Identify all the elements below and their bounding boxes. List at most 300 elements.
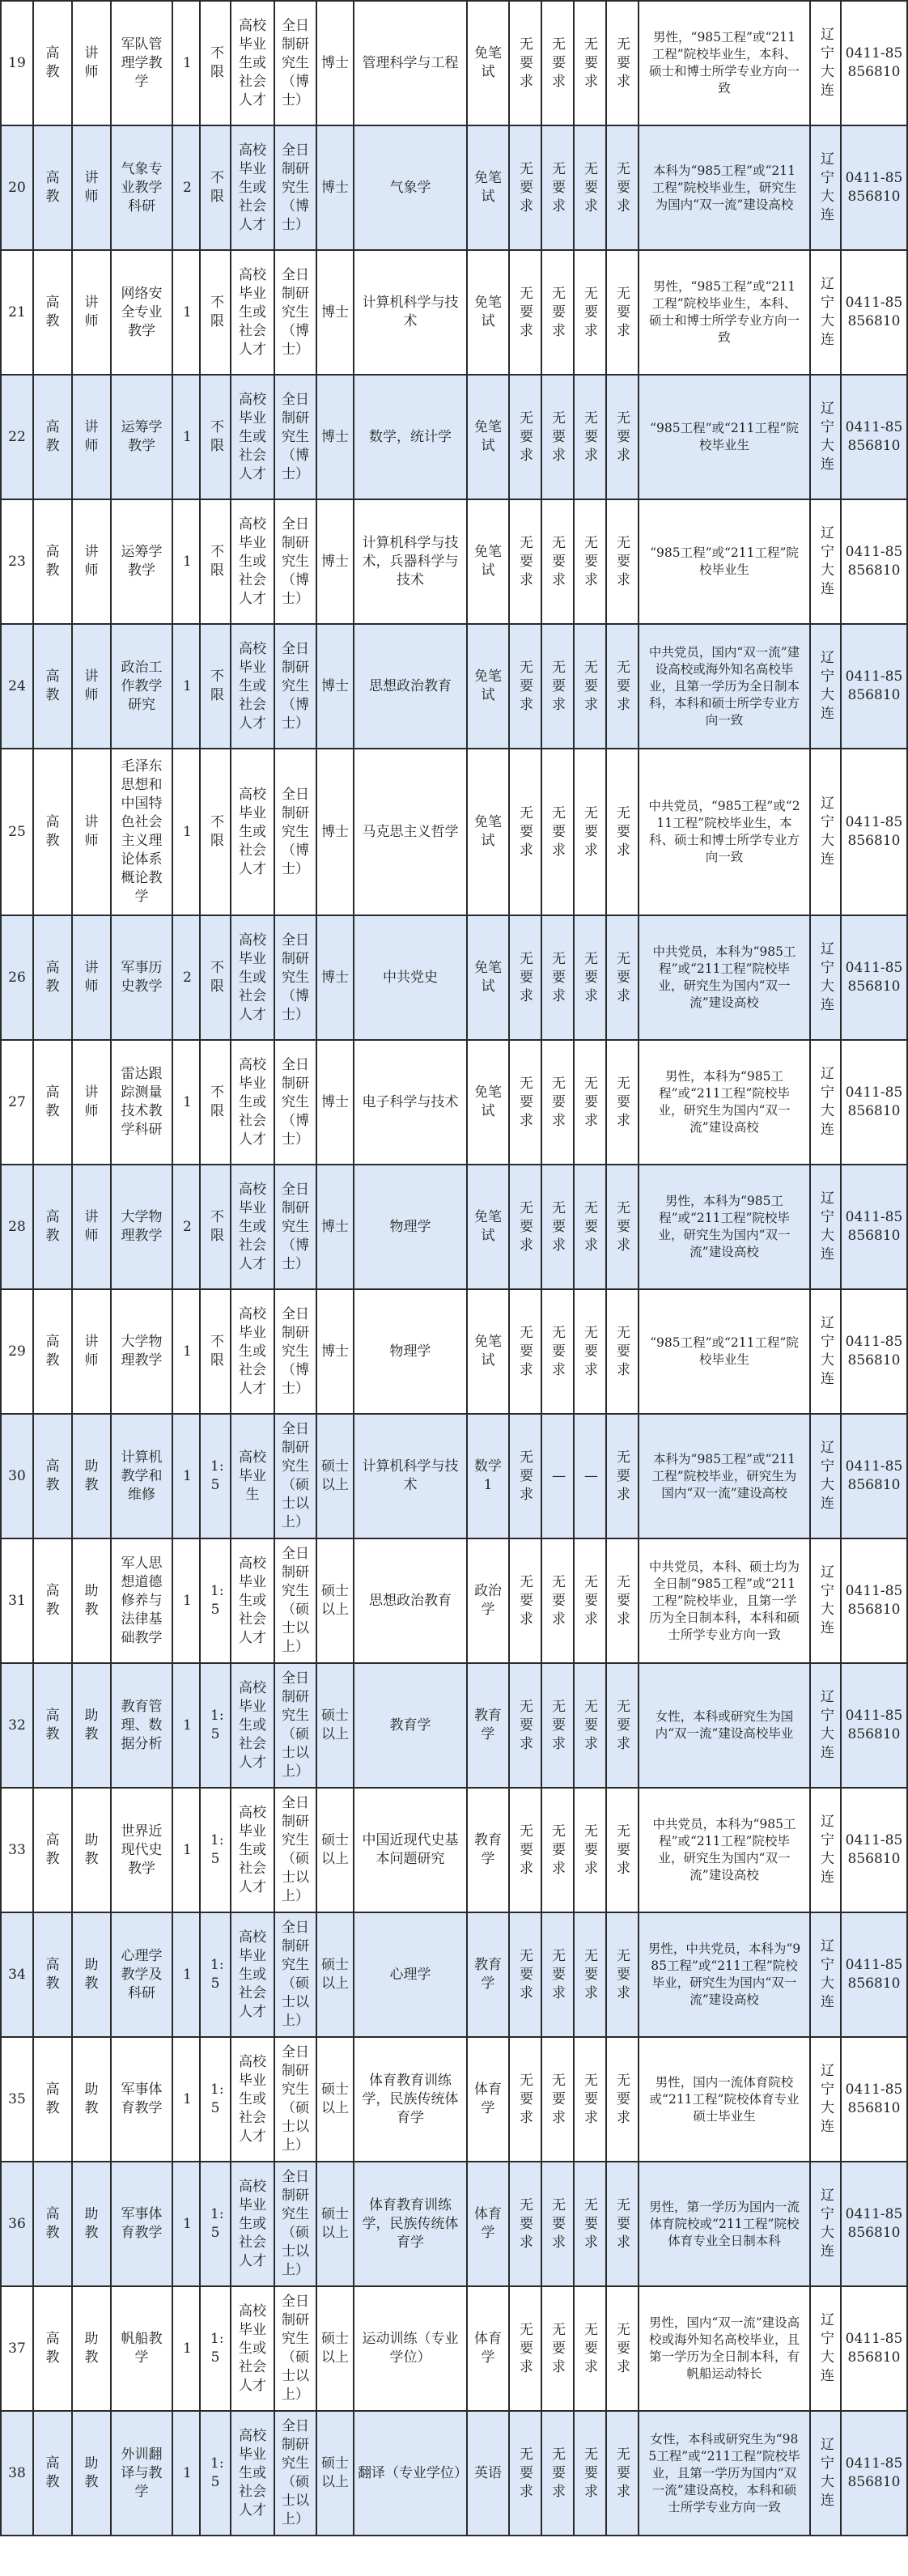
requirement-cell-2: 无要求 [541, 1165, 574, 1289]
education-cell: 全日制研究生（博士） [274, 624, 316, 749]
table-row [1, 375, 907, 499]
position-cell: 世界近现代史教学 [111, 1788, 172, 1912]
applicant-source-cell: 高校毕业生或社会人才 [231, 1165, 274, 1289]
exam-subject-cell: 体育学 [467, 2286, 509, 2411]
requirement-cell-1: 无要求 [509, 1165, 541, 1289]
requirement-cell-1: 无要求 [509, 1663, 541, 1788]
row-number: 31 [1, 1538, 33, 1663]
degree-cell: 博士 [316, 1040, 354, 1165]
requirement-cell-2: 无要求 [541, 250, 574, 375]
education-cell: 全日制研究生（硕士以上） [274, 1663, 316, 1788]
requirement-cell-2: 无要求 [541, 1538, 574, 1663]
requirement-cell-3: 无要求 [574, 1289, 606, 1414]
contact-phone-cell: 0411-85856810 [841, 1788, 907, 1912]
table-row [1, 1538, 907, 1663]
requirement-cell-1: 无要求 [509, 1040, 541, 1165]
requirement-cell-2: 无要求 [541, 1663, 574, 1788]
degree-cell: 博士 [316, 1289, 354, 1414]
unit-cell: 高教 [33, 1414, 72, 1538]
other-requirements-cell: 男性，“985工程”或“211工程”院校毕业生，本科、硕士和博士所学专业方向一致 [639, 1, 810, 125]
exam-ratio-cell: 不限 [200, 375, 231, 499]
row-number: 35 [1, 2037, 33, 2162]
major-cell: 计算机科学与技术 [354, 1414, 467, 1538]
exam-ratio-cell: 不限 [200, 1, 231, 125]
contact-phone-cell: 0411-85856810 [841, 1538, 907, 1663]
education-cell: 全日制研究生（硕士以上） [274, 1788, 316, 1912]
requirement-cell-3: 无要求 [574, 624, 606, 749]
applicant-source-cell: 高校毕业生或社会人才 [231, 1289, 274, 1414]
position-cell: 心理学教学及科研 [111, 1912, 172, 2037]
location-cell: 辽宁大连 [810, 2411, 841, 2536]
unit-cell: 高教 [33, 499, 72, 624]
unit-cell: 高教 [33, 375, 72, 499]
degree-cell: 硕士以上 [316, 2411, 354, 2536]
row-number: 38 [1, 2411, 33, 2536]
education-cell: 全日制研究生（博士） [274, 1165, 316, 1289]
requirement-cell-2: 无要求 [541, 375, 574, 499]
requirement-cell-3: 无要求 [574, 250, 606, 375]
position-cell: 军队管理学教学 [111, 1, 172, 125]
requirement-cell-2: 无要求 [541, 499, 574, 624]
position-cell: 计算机教学和维修 [111, 1414, 172, 1538]
requirement-cell-1: 无要求 [509, 749, 541, 915]
exam-ratio-cell: 1:5 [200, 1788, 231, 1912]
requirement-cell-4: 无要求 [606, 1414, 639, 1538]
education-cell: 全日制研究生（博士） [274, 1040, 316, 1165]
contact-phone-cell: 0411-85856810 [841, 1289, 907, 1414]
requirement-cell-1: 无要求 [509, 2411, 541, 2536]
location-cell: 辽宁大连 [810, 375, 841, 499]
applicant-source-cell: 高校毕业生或社会人才 [231, 1538, 274, 1663]
major-cell: 数学，统计学 [354, 375, 467, 499]
degree-cell: 硕士以上 [316, 1663, 354, 1788]
major-cell: 翻译（专业学位） [354, 2411, 467, 2536]
exam-ratio-cell: 1:5 [200, 1538, 231, 1663]
unit-cell: 高教 [33, 2037, 72, 2162]
education-cell: 全日制研究生（硕士以上） [274, 2411, 316, 2536]
degree-cell: 硕士以上 [316, 1912, 354, 2037]
applicant-source-cell: 高校毕业生或社会人才 [231, 915, 274, 1040]
location-cell: 辽宁大连 [810, 624, 841, 749]
position-cell: 军事体育教学 [111, 2162, 172, 2286]
position-cell: 气象专业教学科研 [111, 125, 172, 250]
unit-cell: 高教 [33, 1289, 72, 1414]
job-title-cell: 讲师 [72, 375, 111, 499]
requirement-cell-2: — [541, 1414, 574, 1538]
position-cell: 军事体育教学 [111, 2037, 172, 2162]
exam-subject-cell: 免笔试 [467, 375, 509, 499]
location-cell: 辽宁大连 [810, 1788, 841, 1912]
requirement-cell-2: 无要求 [541, 1788, 574, 1912]
applicant-source-cell: 高校毕业生 [231, 1414, 274, 1538]
position-cell: 军事历史教学 [111, 915, 172, 1040]
requirement-cell-2: 无要求 [541, 1040, 574, 1165]
requirement-cell-1: 无要求 [509, 915, 541, 1040]
contact-phone-cell: 0411-85856810 [841, 1165, 907, 1289]
major-cell: 马克思主义哲学 [354, 749, 467, 915]
requirement-cell-3: 无要求 [574, 125, 606, 250]
requirement-cell-4: 无要求 [606, 749, 639, 915]
requirement-cell-3: 无要求 [574, 915, 606, 1040]
major-cell: 中共党史 [354, 915, 467, 1040]
requirement-cell-1: 无要求 [509, 1289, 541, 1414]
location-cell: 辽宁大连 [810, 499, 841, 624]
exam-ratio-cell: 不限 [200, 499, 231, 624]
table-row [1, 1165, 907, 1289]
row-number: 19 [1, 1, 33, 125]
table-row [1, 2037, 907, 2162]
applicant-source-cell: 高校毕业生或社会人才 [231, 749, 274, 915]
job-title-cell: 讲师 [72, 915, 111, 1040]
job-title-cell: 助教 [72, 2286, 111, 2411]
job-title-cell: 助教 [72, 2037, 111, 2162]
location-cell: 辽宁大连 [810, 2162, 841, 2286]
position-cell: 帆船教学 [111, 2286, 172, 2411]
other-requirements-cell: 男性，本科为“985工程”或“211工程”院校毕业，研究生为国内“双一流”建设高校 [639, 1165, 810, 1289]
requirement-cell-2: 无要求 [541, 624, 574, 749]
headcount-cell: 1 [172, 375, 200, 499]
applicant-source-cell: 高校毕业生或社会人才 [231, 125, 274, 250]
requirement-cell-4: 无要求 [606, 1165, 639, 1289]
headcount-cell: 1 [172, 1538, 200, 1663]
applicant-source-cell: 高校毕业生或社会人才 [231, 2037, 274, 2162]
contact-phone-cell: 0411-85856810 [841, 125, 907, 250]
exam-subject-cell: 英语 [467, 2411, 509, 2536]
requirement-cell-2: 无要求 [541, 1289, 574, 1414]
headcount-cell: 2 [172, 125, 200, 250]
headcount-cell: 1 [172, 2037, 200, 2162]
applicant-source-cell: 高校毕业生或社会人才 [231, 2162, 274, 2286]
other-requirements-cell: 本科为“985工程”或“211工程”院校毕业，研究生为国内“双一流”建设高校 [639, 1414, 810, 1538]
contact-phone-cell: 0411-85856810 [841, 375, 907, 499]
requirement-cell-4: 无要求 [606, 1, 639, 125]
education-cell: 全日制研究生（硕士以上） [274, 2162, 316, 2286]
job-title-cell: 助教 [72, 2162, 111, 2286]
other-requirements-cell: 女性，本科或研究生为国内“双一流”建设高校毕业 [639, 1663, 810, 1788]
exam-ratio-cell: 1:5 [200, 1663, 231, 1788]
applicant-source-cell: 高校毕业生或社会人才 [231, 2286, 274, 2411]
table-row [1, 250, 907, 375]
degree-cell: 硕士以上 [316, 2286, 354, 2411]
row-number: 24 [1, 624, 33, 749]
degree-cell: 硕士以上 [316, 2037, 354, 2162]
requirement-cell-1: 无要求 [509, 375, 541, 499]
major-cell: 中国近现代史基本问题研究 [354, 1788, 467, 1912]
education-cell: 全日制研究生（博士） [274, 125, 316, 250]
requirement-cell-1: 无要求 [509, 1912, 541, 2037]
exam-ratio-cell: 1:5 [200, 2286, 231, 2411]
unit-cell: 高教 [33, 1788, 72, 1912]
degree-cell: 博士 [316, 250, 354, 375]
location-cell: 辽宁大连 [810, 1040, 841, 1165]
major-cell: 物理学 [354, 1165, 467, 1289]
requirement-cell-4: 无要求 [606, 250, 639, 375]
unit-cell: 高教 [33, 1912, 72, 2037]
table-row [1, 1912, 907, 2037]
unit-cell: 高教 [33, 749, 72, 915]
table-row [1, 2286, 907, 2411]
row-number: 27 [1, 1040, 33, 1165]
applicant-source-cell: 高校毕业生或社会人才 [231, 499, 274, 624]
other-requirements-cell: 男性，国内“双一流”建设高校或海外知名高校毕业，且第一学历为全日制本科，有帆船运动特长 [639, 2286, 810, 2411]
exam-subject-cell: 数学1 [467, 1414, 509, 1538]
degree-cell: 硕士以上 [316, 2162, 354, 2286]
job-title-cell: 助教 [72, 1788, 111, 1912]
headcount-cell: 1 [172, 499, 200, 624]
position-cell: 运筹学教学 [111, 499, 172, 624]
row-number: 34 [1, 1912, 33, 2037]
headcount-cell: 1 [172, 1040, 200, 1165]
table-row [1, 1414, 907, 1538]
other-requirements-cell: “985工程”或“211工程”院校毕业生 [639, 375, 810, 499]
requirement-cell-4: 无要求 [606, 2286, 639, 2411]
degree-cell: 博士 [316, 125, 354, 250]
contact-phone-cell: 0411-85856810 [841, 915, 907, 1040]
exam-subject-cell: 免笔试 [467, 749, 509, 915]
requirement-cell-4: 无要求 [606, 499, 639, 624]
table-row [1, 915, 907, 1040]
education-cell: 全日制研究生（博士） [274, 1, 316, 125]
position-cell: 毛泽东思想和中国特色社会主义理论体系概论教学 [111, 749, 172, 915]
requirement-cell-2: 无要求 [541, 915, 574, 1040]
exam-ratio-cell: 1:5 [200, 1912, 231, 2037]
degree-cell: 博士 [316, 1165, 354, 1289]
degree-cell: 博士 [316, 915, 354, 1040]
table-row [1, 1663, 907, 1788]
exam-subject-cell: 免笔试 [467, 250, 509, 375]
row-number: 28 [1, 1165, 33, 1289]
requirement-cell-4: 无要求 [606, 2162, 639, 2286]
education-cell: 全日制研究生（博士） [274, 499, 316, 624]
row-number: 37 [1, 2286, 33, 2411]
exam-ratio-cell: 1:5 [200, 1414, 231, 1538]
education-cell: 全日制研究生（硕士以上） [274, 1538, 316, 1663]
other-requirements-cell: “985工程”或“211工程”院校毕业生 [639, 1289, 810, 1414]
job-title-cell: 讲师 [72, 624, 111, 749]
unit-cell: 高教 [33, 1663, 72, 1788]
exam-subject-cell: 免笔试 [467, 1289, 509, 1414]
unit-cell: 高教 [33, 1040, 72, 1165]
unit-cell: 高教 [33, 2286, 72, 2411]
contact-phone-cell: 0411-85856810 [841, 2162, 907, 2286]
requirement-cell-4: 无要求 [606, 125, 639, 250]
education-cell: 全日制研究生（博士） [274, 1289, 316, 1414]
job-title-cell: 讲师 [72, 125, 111, 250]
row-number: 21 [1, 250, 33, 375]
table-row [1, 1040, 907, 1165]
location-cell: 辽宁大连 [810, 2286, 841, 2411]
location-cell: 辽宁大连 [810, 1, 841, 125]
unit-cell: 高教 [33, 1165, 72, 1289]
row-number: 30 [1, 1414, 33, 1538]
degree-cell: 硕士以上 [316, 1538, 354, 1663]
requirement-cell-3: 无要求 [574, 375, 606, 499]
requirement-cell-3: 无要求 [574, 499, 606, 624]
location-cell: 辽宁大连 [810, 1165, 841, 1289]
applicant-source-cell: 高校毕业生或社会人才 [231, 624, 274, 749]
exam-subject-cell: 免笔试 [467, 915, 509, 1040]
headcount-cell: 1 [172, 1289, 200, 1414]
requirement-cell-4: 无要求 [606, 1912, 639, 2037]
headcount-cell: 1 [172, 2162, 200, 2286]
job-title-cell: 助教 [72, 2411, 111, 2536]
headcount-cell: 1 [172, 749, 200, 915]
major-cell: 计算机科学与技术，兵器科学与技术 [354, 499, 467, 624]
position-cell: 运筹学教学 [111, 375, 172, 499]
requirement-cell-3: 无要求 [574, 2162, 606, 2286]
table-row [1, 1788, 907, 1912]
education-cell: 全日制研究生（博士） [274, 915, 316, 1040]
table-row [1, 125, 907, 250]
contact-phone-cell: 0411-85856810 [841, 2411, 907, 2536]
requirement-cell-1: 无要求 [509, 2037, 541, 2162]
requirement-cell-1: 无要求 [509, 250, 541, 375]
requirement-cell-2: 无要求 [541, 125, 574, 250]
major-cell: 运动训练（专业学位） [354, 2286, 467, 2411]
position-cell: 外训翻译与教学 [111, 2411, 172, 2536]
requirement-cell-1: 无要求 [509, 1, 541, 125]
major-cell: 管理科学与工程 [354, 1, 467, 125]
exam-subject-cell: 免笔试 [467, 125, 509, 250]
headcount-cell: 1 [172, 2411, 200, 2536]
row-number: 22 [1, 375, 33, 499]
contact-phone-cell: 0411-85856810 [841, 1663, 907, 1788]
exam-subject-cell: 体育学 [467, 2162, 509, 2286]
requirement-cell-2: 无要求 [541, 2162, 574, 2286]
job-title-cell: 助教 [72, 1414, 111, 1538]
other-requirements-cell: 中共党员，国内“双一流”建设高校或海外知名高校毕业，且第一学历为全日制本科，本科和硕士所学专业方向一致 [639, 624, 810, 749]
degree-cell: 硕士以上 [316, 1788, 354, 1912]
row-number: 33 [1, 1788, 33, 1912]
requirement-cell-4: 无要求 [606, 624, 639, 749]
requirement-cell-2: 无要求 [541, 749, 574, 915]
major-cell: 思想政治教育 [354, 624, 467, 749]
exam-ratio-cell: 1:5 [200, 2037, 231, 2162]
applicant-source-cell: 高校毕业生或社会人才 [231, 250, 274, 375]
applicant-source-cell: 高校毕业生或社会人才 [231, 1788, 274, 1912]
exam-subject-cell: 政治学 [467, 1538, 509, 1663]
requirement-cell-3: — [574, 1414, 606, 1538]
contact-phone-cell: 0411-85856810 [841, 1, 907, 125]
unit-cell: 高教 [33, 2411, 72, 2536]
position-cell: 大学物理教学 [111, 1165, 172, 1289]
table-row [1, 1289, 907, 1414]
degree-cell: 博士 [316, 375, 354, 499]
exam-ratio-cell: 不限 [200, 624, 231, 749]
applicant-source-cell: 高校毕业生或社会人才 [231, 1, 274, 125]
major-cell: 教育学 [354, 1663, 467, 1788]
requirement-cell-1: 无要求 [509, 624, 541, 749]
exam-ratio-cell: 不限 [200, 1165, 231, 1289]
contact-phone-cell: 0411-85856810 [841, 499, 907, 624]
requirement-cell-3: 无要求 [574, 2037, 606, 2162]
contact-phone-cell: 0411-85856810 [841, 624, 907, 749]
major-cell: 心理学 [354, 1912, 467, 2037]
other-requirements-cell: 男性，本科为“985工程”或“211工程”院校毕业，研究生为国内“双一流”建设高校 [639, 1040, 810, 1165]
headcount-cell: 1 [172, 1, 200, 125]
job-title-cell: 讲师 [72, 1165, 111, 1289]
requirement-cell-2: 无要求 [541, 1912, 574, 2037]
job-title-cell: 讲师 [72, 749, 111, 915]
row-number: 32 [1, 1663, 33, 1788]
requirement-cell-2: 无要求 [541, 1, 574, 125]
education-cell: 全日制研究生（博士） [274, 749, 316, 915]
job-title-cell: 讲师 [72, 1289, 111, 1414]
requirement-cell-4: 无要求 [606, 375, 639, 499]
row-number: 36 [1, 2162, 33, 2286]
position-cell: 雷达跟踪测量技术教学科研 [111, 1040, 172, 1165]
degree-cell: 博士 [316, 499, 354, 624]
row-number: 23 [1, 499, 33, 624]
requirement-cell-1: 无要求 [509, 499, 541, 624]
row-number: 20 [1, 125, 33, 250]
other-requirements-cell: 男性，“985工程”或“211工程”院校毕业生，本科、硕士和博士所学专业方向一致 [639, 250, 810, 375]
requirement-cell-3: 无要求 [574, 1788, 606, 1912]
job-title-cell: 助教 [72, 1538, 111, 1663]
requirement-cell-1: 无要求 [509, 2162, 541, 2286]
applicant-source-cell: 高校毕业生或社会人才 [231, 2411, 274, 2536]
job-title-cell: 讲师 [72, 250, 111, 375]
headcount-cell: 1 [172, 1912, 200, 2037]
location-cell: 辽宁大连 [810, 2037, 841, 2162]
education-cell: 全日制研究生（博士） [274, 375, 316, 499]
contact-phone-cell: 0411-85856810 [841, 2286, 907, 2411]
unit-cell: 高教 [33, 1, 72, 125]
job-title-cell: 讲师 [72, 1040, 111, 1165]
exam-ratio-cell: 1:5 [200, 2411, 231, 2536]
headcount-cell: 1 [172, 2286, 200, 2411]
other-requirements-cell: “985工程”或“211工程”院校毕业生 [639, 499, 810, 624]
exam-ratio-cell: 不限 [200, 1289, 231, 1414]
table-row [1, 1, 907, 125]
table-row [1, 2411, 907, 2536]
exam-subject-cell: 免笔试 [467, 1040, 509, 1165]
table-row [1, 2162, 907, 2286]
other-requirements-cell: 中共党员，本科、硕士均为全日制“985工程”或“211工程”院校毕业，且第一学历为全日制本科，本科和硕士所学专业方向一致 [639, 1538, 810, 1663]
job-title-cell: 讲师 [72, 1, 111, 125]
other-requirements-cell: 本科为“985工程”或“211工程”院校毕业生，研究生为国内“双一流”建设高校 [639, 125, 810, 250]
contact-phone-cell: 0411-85856810 [841, 1912, 907, 2037]
exam-ratio-cell: 不限 [200, 915, 231, 1040]
major-cell: 体育教育训练学，民族传统体育学 [354, 2162, 467, 2286]
location-cell: 辽宁大连 [810, 915, 841, 1040]
job-title-cell: 助教 [72, 1912, 111, 2037]
exam-ratio-cell: 不限 [200, 1040, 231, 1165]
major-cell: 体育教育训练学，民族传统体育学 [354, 2037, 467, 2162]
requirement-cell-3: 无要求 [574, 1165, 606, 1289]
other-requirements-cell: 男性，国内一流体育院校或“211工程”院校体育专业硕士毕业生 [639, 2037, 810, 2162]
contact-phone-cell: 0411-85856810 [841, 2037, 907, 2162]
major-cell: 气象学 [354, 125, 467, 250]
exam-subject-cell: 体育学 [467, 2037, 509, 2162]
other-requirements-cell: 男性，中共党员，本科为“985工程”或“211工程”院校毕业，研究生为国内“双一流”建设高校 [639, 1912, 810, 2037]
requirement-cell-4: 无要求 [606, 2411, 639, 2536]
applicant-source-cell: 高校毕业生或社会人才 [231, 1040, 274, 1165]
requirement-cell-1: 无要求 [509, 1538, 541, 1663]
exam-subject-cell: 免笔试 [467, 499, 509, 624]
headcount-cell: 1 [172, 1788, 200, 1912]
exam-subject-cell: 教育学 [467, 1663, 509, 1788]
major-cell: 计算机科学与技术 [354, 250, 467, 375]
requirement-cell-1: 无要求 [509, 1414, 541, 1538]
exam-subject-cell: 免笔试 [467, 624, 509, 749]
education-cell: 全日制研究生（硕士以上） [274, 1414, 316, 1538]
requirement-cell-3: 无要求 [574, 2286, 606, 2411]
degree-cell: 博士 [316, 624, 354, 749]
requirement-cell-4: 无要求 [606, 915, 639, 1040]
requirement-cell-1: 无要求 [509, 1788, 541, 1912]
contact-phone-cell: 0411-85856810 [841, 250, 907, 375]
